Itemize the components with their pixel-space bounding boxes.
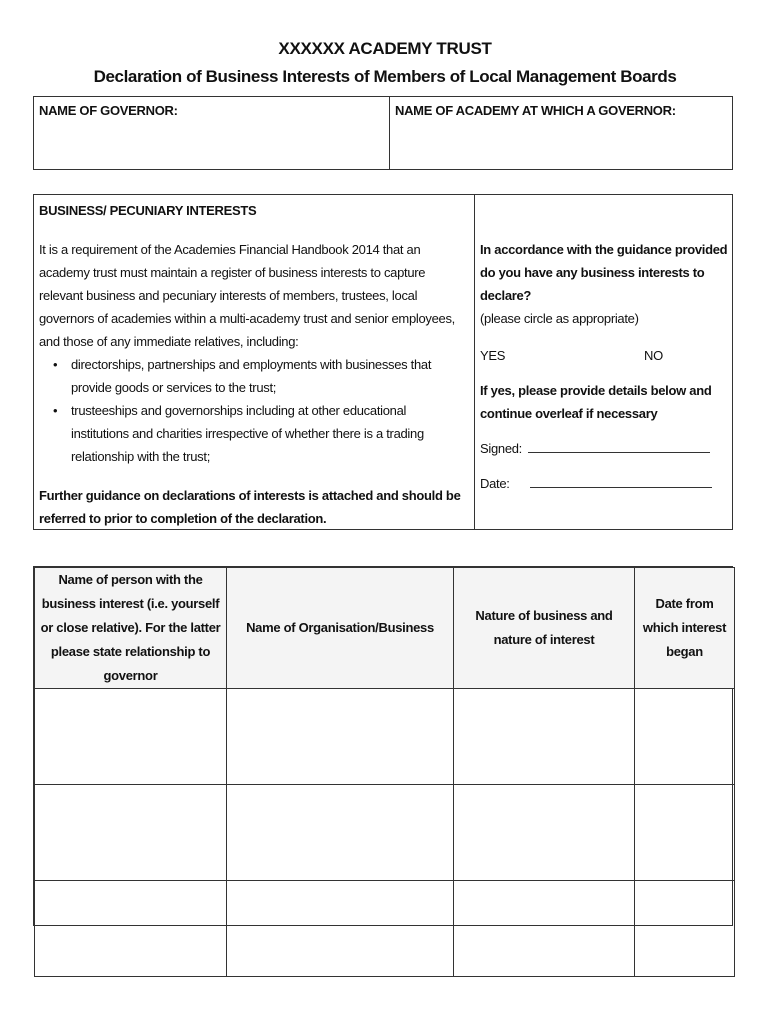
interest-types-list — [39, 353, 467, 468]
column-header-date: Date from which interest began — [635, 568, 735, 689]
circle-note: (please circle as appropriate) — [480, 311, 639, 326]
date-label: Date: — [480, 476, 510, 491]
interest-details-table — [33, 566, 733, 926]
yes-option[interactable]: YES — [480, 348, 506, 363]
table-cell[interactable] — [454, 785, 635, 881]
table-cell[interactable] — [227, 881, 454, 977]
column-divider — [389, 97, 390, 169]
table-cell[interactable] — [35, 785, 227, 881]
names-table — [33, 96, 733, 170]
interests-heading: BUSINESS/ PECUNIARY INTERESTS — [39, 203, 257, 218]
table-cell[interactable] — [35, 881, 227, 977]
table-cell[interactable] — [635, 881, 735, 977]
date-field[interactable] — [530, 473, 712, 488]
table-row — [35, 689, 735, 785]
further-guidance-text: Further guidance on declarations of interests is attached and should be referred to prior to completion of the declaration. — [39, 488, 461, 526]
yes-no-options — [480, 344, 728, 367]
interests-table — [33, 194, 733, 530]
list-item: • trusteeships and governorships including at other educational institutions and charities irrespective of whether there is a trading relationship with the trust; — [71, 399, 467, 468]
column-header-person: Name of person with the business interest (i.e. yourself or close relative). For the latter please state relationship to governor — [35, 568, 227, 689]
signature-field[interactable] — [528, 438, 710, 453]
table-cell[interactable] — [635, 689, 735, 785]
academy-name-field[interactable]: NAME OF ACADEMY AT WHICH A GOVERNOR: — [395, 103, 676, 118]
table-cell[interactable] — [227, 785, 454, 881]
declaration-cell — [480, 199, 728, 495]
table-header-row — [35, 568, 735, 689]
declaration-question: In accordance with the guidance provided do you have any business interests to declare? — [480, 242, 728, 303]
table-cell[interactable] — [454, 689, 635, 785]
no-option[interactable]: NO — [644, 348, 663, 363]
column-divider — [474, 195, 475, 529]
date-row — [480, 472, 728, 495]
table-cell[interactable] — [35, 689, 227, 785]
signed-row — [480, 437, 728, 460]
table-cell[interactable] — [227, 689, 454, 785]
table-cell[interactable] — [454, 881, 635, 977]
table-row — [35, 785, 735, 881]
list-item: • directorships, partnerships and employments with businesses that provide goods or services to the trust; — [71, 353, 467, 399]
governor-name-field[interactable]: NAME OF GOVERNOR: — [39, 103, 178, 118]
table-row — [35, 881, 735, 977]
document-title: XXXXXX ACADEMY TRUST — [278, 39, 492, 58]
table-cell[interactable] — [635, 785, 735, 881]
column-header-nature: Nature of business and nature of interest — [454, 568, 635, 689]
interests-info-cell — [39, 199, 467, 530]
if-yes-instruction: If yes, please provide details below and continue overleaf if necessary — [480, 383, 712, 421]
document-subtitle: Declaration of Business Interests of Members of Local Management Boards — [93, 67, 677, 86]
signed-label: Signed: — [480, 441, 522, 456]
requirement-text: It is a requirement of the Academies Financial Handbook 2014 that an academy trust must maintain a register of business interests to capture relevant business and pecuniary interests of members, trustees, local governors of academies within a multi-academy trust and senior employees, and those of any immediate relatives, including: — [39, 242, 455, 349]
column-header-organisation: Name of Organisation/Business — [227, 568, 454, 689]
